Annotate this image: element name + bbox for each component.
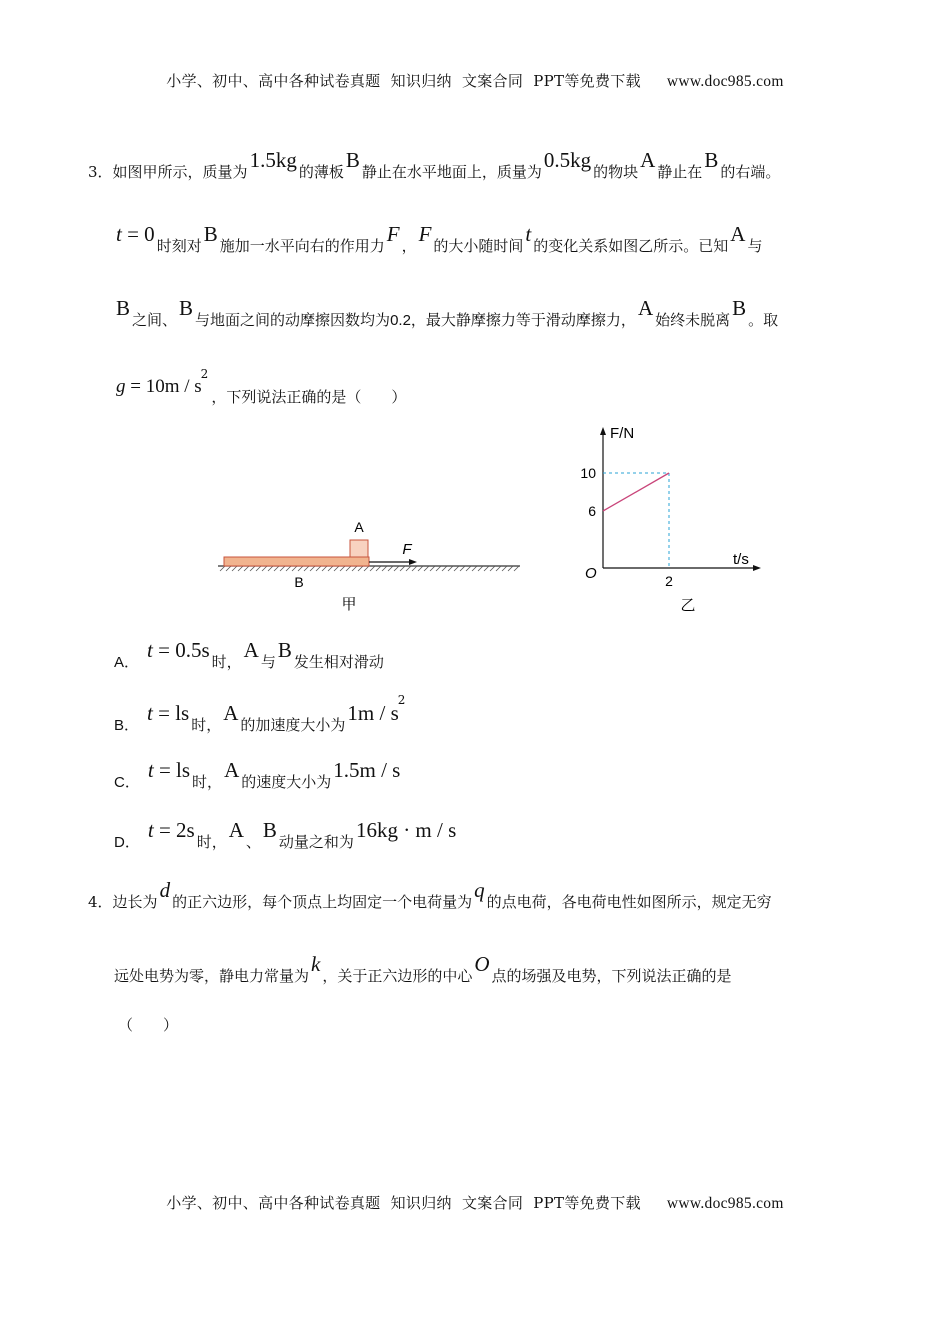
header-text: 小学、初中、高中各种试卷真题 知识归纳 文案合同 PPT等免费下载: [166, 72, 641, 90]
math: B: [179, 296, 194, 320]
math: 1.5kg: [249, 148, 297, 172]
origin-label: O: [585, 565, 597, 582]
text: 之间、: [132, 311, 178, 329]
text: 如图甲所示，质量为: [112, 163, 248, 181]
math-sup: 2: [397, 693, 406, 707]
math: = ls: [153, 758, 191, 782]
math: 16kg · m / s: [355, 818, 457, 842]
text: 远处电势为零，静电力常量为: [114, 967, 310, 985]
text: 时，: [192, 773, 223, 791]
math: = 0: [121, 222, 155, 246]
text: 与地面之间的动摩擦因数均为: [195, 311, 391, 329]
math: B: [704, 148, 719, 172]
caption-jia: 甲: [341, 596, 357, 613]
q4-line-3: [118, 1015, 178, 1035]
math: A: [637, 296, 654, 320]
text: 时，: [196, 833, 227, 851]
q4-number: 4．: [88, 893, 113, 911]
math: t: [147, 758, 154, 782]
footer-site: www.doc985.com: [666, 1195, 784, 1212]
math: B: [732, 296, 747, 320]
label-b: B: [294, 574, 304, 590]
q4-line-1: [88, 878, 772, 912]
label-a: A: [354, 519, 364, 535]
page-header: [0, 70, 950, 91]
plank-b: [224, 557, 369, 566]
math: A: [243, 638, 259, 662]
math-sup: 2: [200, 367, 209, 381]
math: t: [525, 222, 532, 246]
q4-line-2: [114, 952, 732, 986]
option-letter: B．: [114, 717, 140, 734]
text: 的薄板: [298, 163, 344, 181]
math: A: [228, 818, 244, 842]
option-d: [114, 818, 458, 853]
text: ，关于正六边形的中心: [322, 967, 473, 985]
text: 的正六边形，每个顶点上均固定一个电荷量为: [172, 893, 473, 911]
text: 、: [245, 833, 261, 851]
x-tick-2: 2: [665, 573, 673, 589]
math: B: [262, 818, 277, 842]
text: 的加速度大小为: [240, 716, 346, 734]
text: 动量之和为: [278, 833, 354, 851]
math: q: [474, 878, 485, 902]
q3-line-1: [88, 148, 781, 182]
option-letter: C．: [114, 774, 140, 791]
text: 时，: [191, 716, 222, 734]
math: O: [474, 952, 490, 976]
y-axis-label: F/N: [610, 425, 635, 442]
math: A: [224, 758, 240, 782]
math: B: [345, 148, 360, 172]
math: = ls: [152, 701, 190, 725]
text: 时，: [211, 653, 242, 671]
text: 的点电荷，各电荷电性如图所示，规定无穷: [486, 893, 772, 911]
ground-hatch: [220, 566, 519, 571]
text: 的速度大小为: [241, 773, 332, 791]
caption-yi: 乙: [680, 597, 696, 614]
figure-jia: [210, 505, 530, 615]
math: F: [418, 222, 432, 246]
math: 1.5m / s: [333, 758, 401, 782]
option-letter: D．: [114, 834, 140, 851]
math: t: [147, 638, 153, 662]
text: 。取: [748, 311, 779, 329]
block-a: [350, 540, 368, 557]
figure-yi-chart: [565, 420, 775, 615]
y-axis-arrow: [600, 427, 606, 435]
math: = 0.5s: [152, 638, 210, 662]
math: A: [223, 701, 239, 725]
text: 边长为: [112, 893, 158, 911]
series-line: [603, 473, 669, 511]
text: 与: [747, 237, 763, 255]
math: t: [147, 818, 154, 842]
text: 的变化关系如图乙所示。已知: [533, 237, 729, 255]
q3-line-3: [114, 296, 779, 331]
math: = 2s: [153, 818, 195, 842]
option-b: [114, 693, 408, 736]
text: 点的场强及电势，下列说法正确的是: [491, 967, 732, 985]
text: 的大小随时间: [433, 237, 524, 255]
text: 施加一水平向右的作用力: [219, 237, 385, 255]
answer-blank: （ ）: [118, 1016, 179, 1034]
text: ，: [401, 237, 417, 255]
x-axis-label: t/s: [733, 551, 749, 568]
text: 发生相对滑动: [293, 653, 384, 671]
page-footer: [0, 1192, 950, 1213]
y-tick-6: 6: [588, 503, 596, 519]
text: 静止在: [657, 163, 703, 181]
text: ，下列说法正确的是（ ）: [211, 388, 407, 406]
math: g: [116, 376, 126, 397]
header-site: www.doc985.com: [666, 73, 784, 90]
force-arrowhead: [409, 559, 417, 565]
math: 1m / s: [347, 701, 399, 725]
y-tick-10: 10: [580, 465, 596, 481]
math: 0.5kg: [543, 148, 592, 172]
option-a: [114, 638, 384, 673]
q3-line-2: [114, 222, 763, 256]
math: t: [147, 701, 153, 725]
text: 0.2: [390, 312, 411, 329]
text: 始终未脱离: [655, 311, 731, 329]
math: k: [311, 952, 321, 976]
math: A: [640, 148, 656, 172]
footer-text: 小学、初中、高中各种试卷真题 知识归纳 文案合同 PPT等免费下载: [166, 1194, 641, 1212]
option-letter: A．: [114, 654, 140, 671]
text: ，最大静摩擦力等于滑动摩擦力，: [410, 311, 636, 329]
q3-line-4: [114, 367, 407, 407]
text: 的物块: [593, 163, 639, 181]
math: d: [159, 878, 171, 902]
option-c: [114, 758, 402, 793]
math: F: [386, 222, 400, 246]
math: B: [203, 222, 218, 246]
label-f: F: [402, 541, 412, 558]
math: = 10m / s: [125, 376, 202, 397]
text: 静止在水平地面上，质量为: [361, 163, 542, 181]
math: t: [116, 222, 122, 246]
text: 与: [260, 653, 276, 671]
math: B: [277, 638, 292, 662]
x-axis-arrow: [753, 565, 761, 571]
math: B: [116, 296, 131, 320]
math: A: [730, 222, 746, 246]
text: 的右端。: [720, 163, 781, 181]
q3-number: 3．: [88, 163, 113, 181]
text: 时刻对: [156, 237, 202, 255]
